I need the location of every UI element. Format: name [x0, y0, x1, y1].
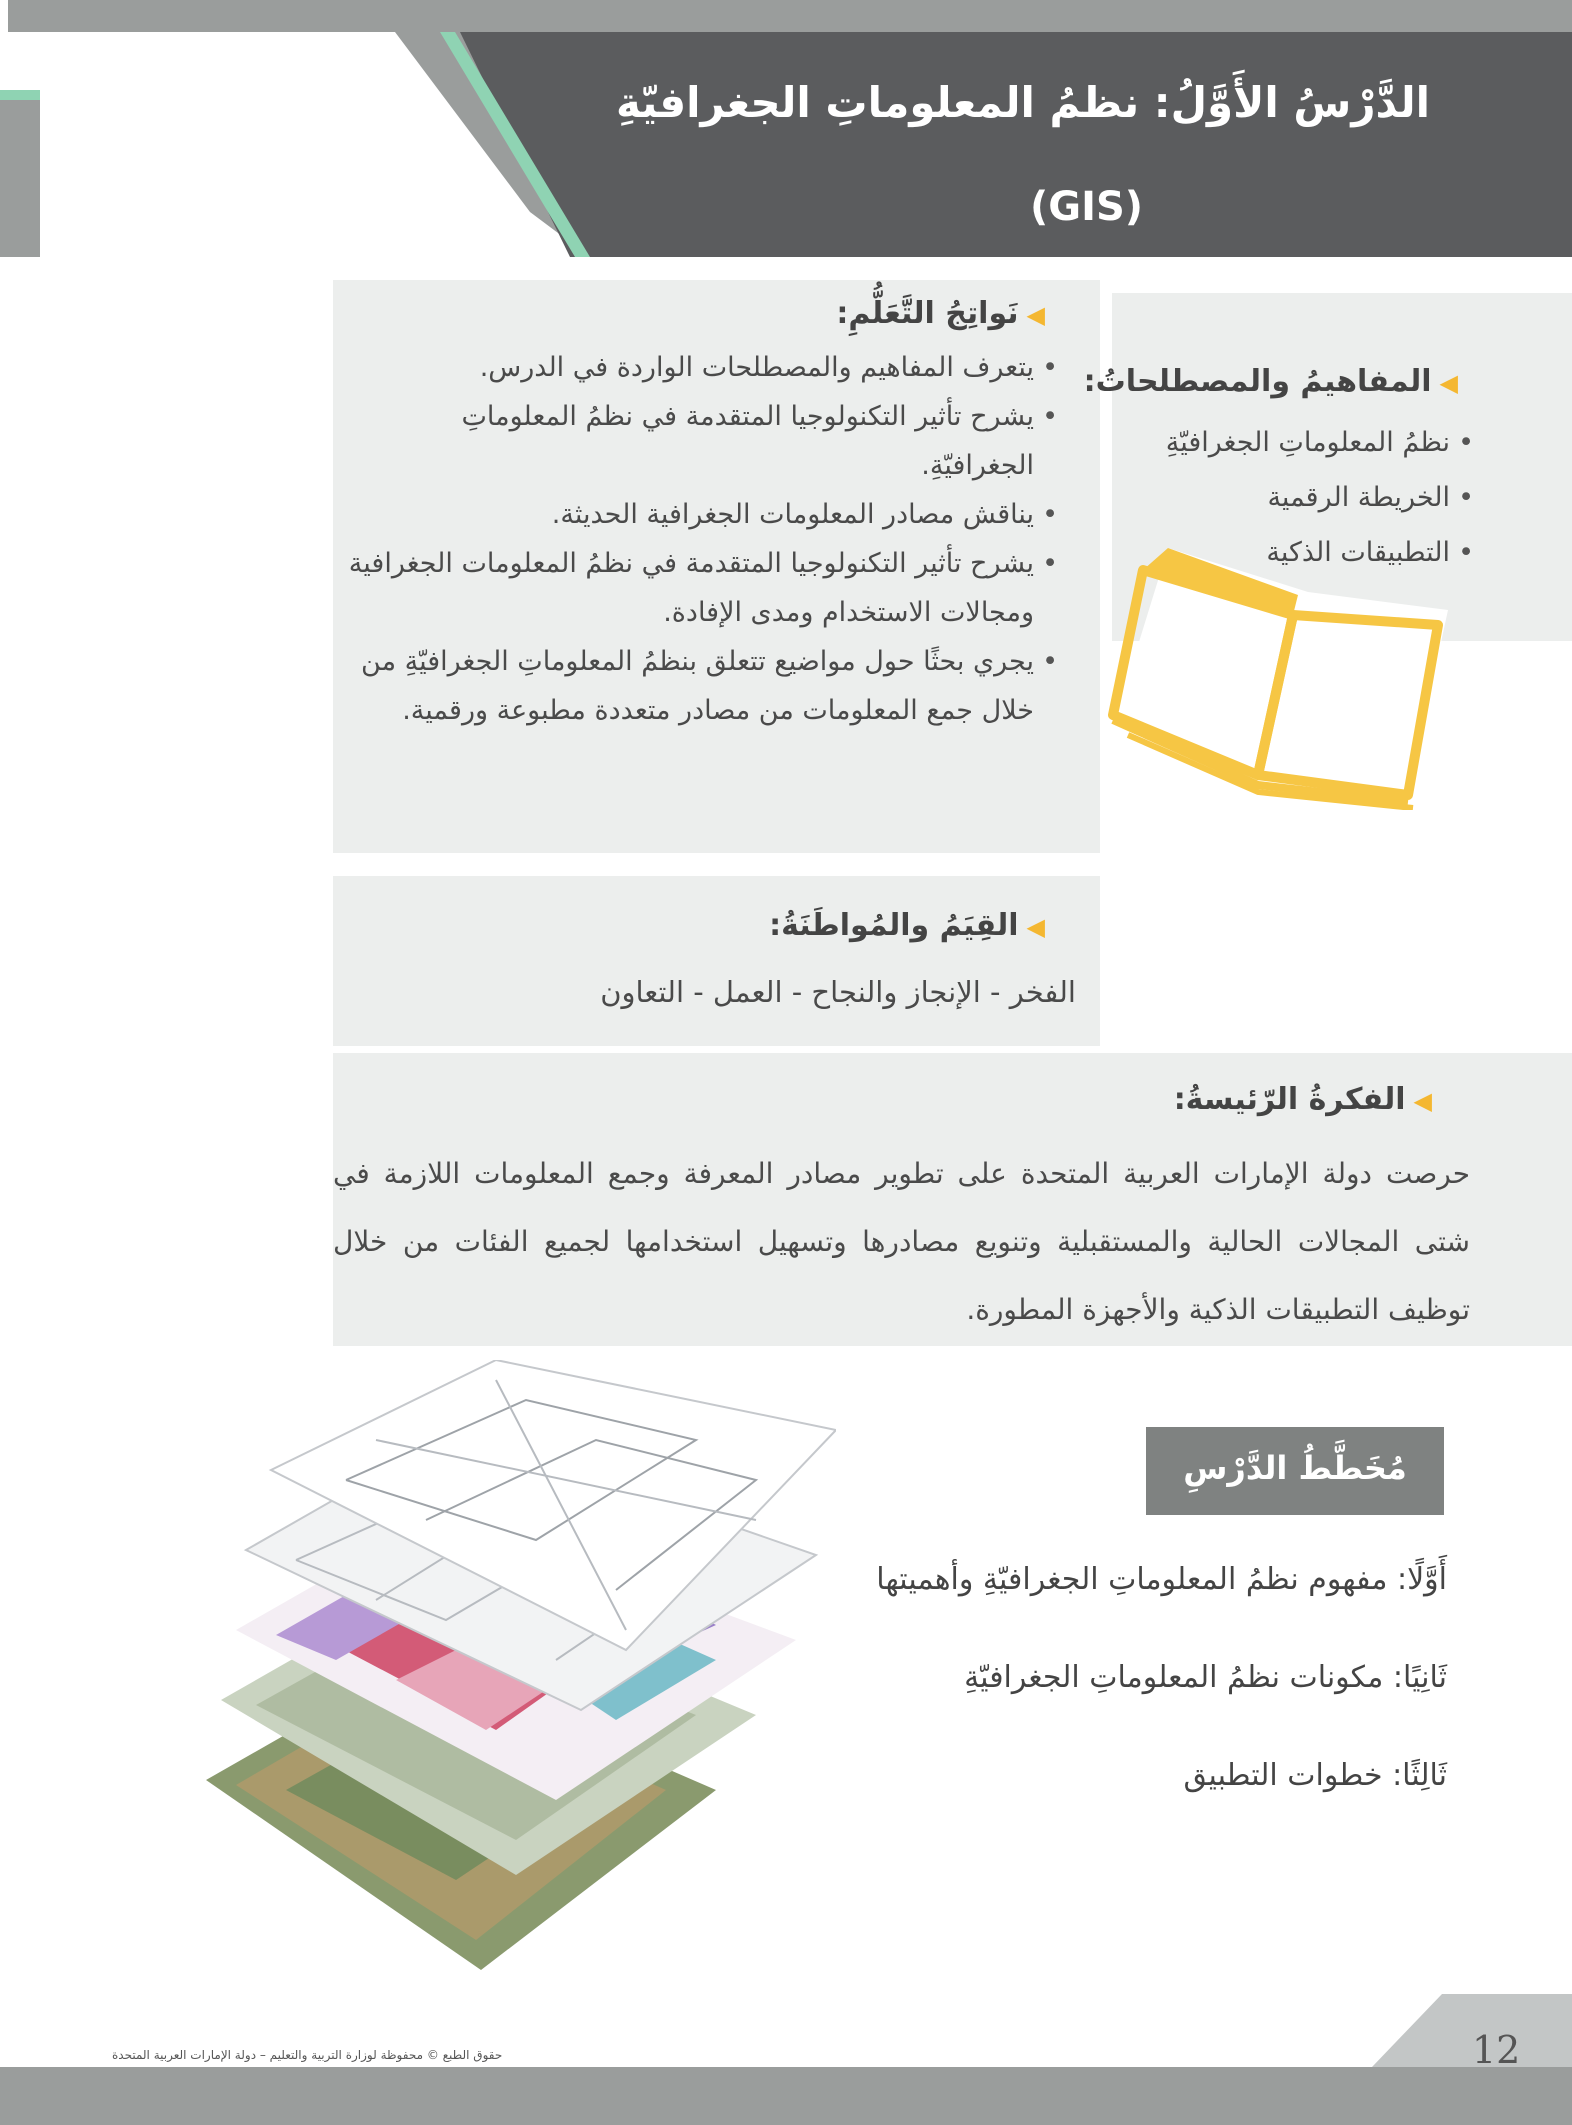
lesson-plan-item: ثَانِيًا: مكونات نظمُ المعلوماتِ الجغرافيّةِ	[964, 1660, 1447, 1695]
lesson-plan-label: مُخَطَّطُ الدَّرْسِ	[1183, 1449, 1407, 1487]
concepts-heading: ◀المفاهيمُ والمصطلحاتُ:	[1083, 364, 1458, 399]
lesson-title-abbr: (GIS)	[1030, 184, 1144, 230]
triangle-left-icon: ◀	[1026, 913, 1045, 941]
triangle-left-icon: ◀	[1439, 369, 1458, 397]
list-item: • الخريطة الرقمية	[1074, 470, 1474, 525]
header-band	[0, 32, 1572, 257]
values-text: الفخر - الإنجاز والنجاح - العمل - التعاون	[600, 975, 1076, 1009]
learning-outcomes-list	[348, 343, 1058, 735]
main-idea-text: حرصت دولة الإمارات العربية المتحدة على تطوير مصادر المعرفة وجمع المعلومات اللازمة في شتى المجالات الحالية والمستقبلية وتنويع مصادرها وتسهيل استخدامها لجميع الفئات من خلال توظيف التطبيقات الذكية والأجهزة المطورة.	[333, 1157, 1470, 1326]
list-item: • يشرح تأثير التكنولوجيا المتقدمة في نظمُ المعلوماتِ الجغرافيّةِ.	[348, 392, 1058, 490]
triangle-left-icon: ◀	[1413, 1087, 1432, 1115]
concepts-list	[1074, 415, 1474, 580]
main-idea-heading: ◀الفكرةُ الرّئيسةُ:	[1173, 1082, 1432, 1117]
list-item: • التطبيقات الذكية	[1074, 525, 1474, 580]
list-item: • يناقش مصادر المعلومات الجغرافية الحديثة.	[348, 490, 1058, 539]
list-item: • يشرح تأثير التكنولوجيا المتقدمة في نظمُ المعلومات الجغرافية ومجالات الاستخدام ومدى الإفادة.	[348, 539, 1058, 637]
copyright-text: حقوق الطبع © محفوظة لوزارة التربية والتعليم – دولة الإمارات العربية المتحدة	[112, 2048, 503, 2062]
triangle-left-icon: ◀	[1026, 301, 1045, 329]
lesson-plan-tab	[1146, 1427, 1444, 1515]
lesson-plan-item: ثَالِثًا: خطوات التطبيق	[1183, 1758, 1447, 1793]
page-number: 12	[1472, 2028, 1521, 2072]
learning-outcomes-heading: ◀نَواتِجُ التَّعَلُّمِ:	[836, 296, 1045, 331]
values-heading: ◀القِيَمُ والمُواطَنَةُ:	[769, 908, 1045, 943]
list-item: • نظمُ المعلوماتِ الجغرافيّةِ	[1074, 415, 1474, 470]
top-bar	[8, 0, 1572, 32]
book-icon	[1108, 540, 1448, 810]
list-item: • يجري بحثًا حول مواضيع تتعلق بنظمُ المعلوماتِ الجغرافيّةِ من خلال جمع المعلومات من مصادر متعددة مطبوعة ورقمية.	[348, 637, 1058, 735]
list-item: • يتعرف المفاهيم والمصطلحات الواردة في الدرس.	[348, 343, 1058, 392]
footer-bar	[0, 2067, 1572, 2125]
gis-layers-image	[196, 1360, 836, 1980]
values-box	[333, 876, 1100, 1046]
lesson-title: الدَّرْسُ الأَوَّلُ: نظمُ المعلوماتِ الجغرافيّةِ	[616, 78, 1430, 127]
lesson-plan-item: أَوَّلًا: مفهوم نظمُ المعلوماتِ الجغرافيّةِ وأهميتها	[876, 1562, 1447, 1597]
